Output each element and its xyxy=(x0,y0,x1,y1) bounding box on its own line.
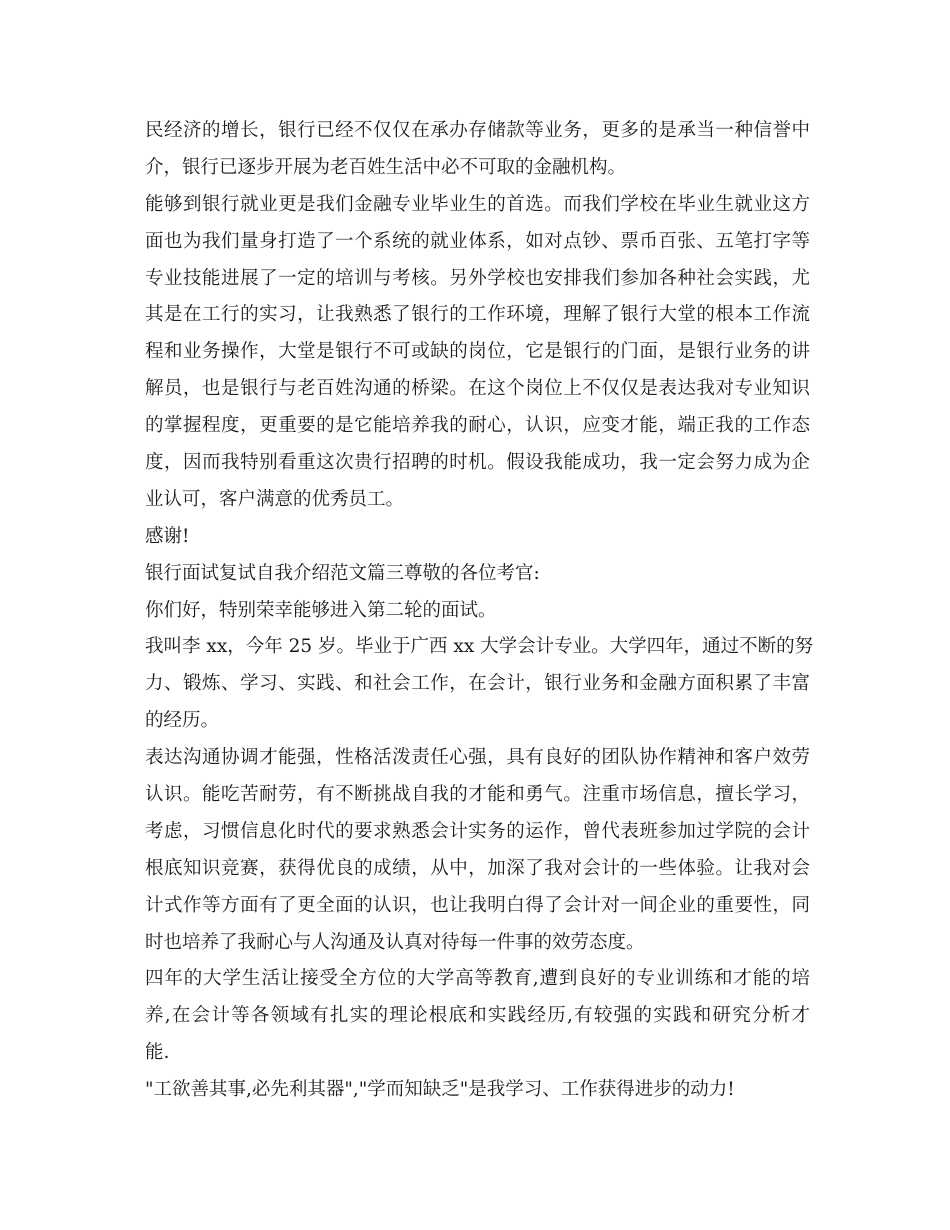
paragraph xyxy=(145,187,810,519)
text-line: 的掌握程度，更重要的是它能培养我的耐心，认识，应变才能，端正我的工作态 xyxy=(145,415,810,437)
text-line: 面也为我们量身打造了一个系统的就业体系，如对点钞、票币百张、五笔打字等 xyxy=(145,230,810,252)
paragraph xyxy=(145,593,810,630)
text-line: 能够到银行就业更是我们金融专业毕业生的首选。而我们学校在毕业生就业这方 xyxy=(145,193,810,215)
text-line: 程和业务操作，大堂是银行不可或缺的岗位，它是银行的门面，是银行业务的讲 xyxy=(145,341,810,363)
text-line: 根底知识竞赛，获得优良的成绩，从中，加深了我对会计的一些体验。让我对会 xyxy=(145,857,810,879)
paragraph xyxy=(145,740,810,961)
text-line: 解员，也是银行与老百姓沟通的桥梁。在这个岗位上不仅仅是表达我对专业知识 xyxy=(145,378,810,400)
text-line: 业认可，客户满意的优秀员工。 xyxy=(145,488,405,510)
text-line: 的经历。 xyxy=(145,710,220,732)
text-line: 你们好，特别荣幸能够进入第二轮的面试。 xyxy=(145,599,497,621)
paragraph xyxy=(145,629,814,740)
text-line: 我叫李 xx，今年 25 岁。毕业于广西 xx 大学会计专业。大学四年，通过不断的努 xyxy=(145,636,814,658)
text-line: 养,在会计等各领域有扎实的理论根底和实践经历,有较强的实践和研究分析才 xyxy=(145,1005,810,1027)
text-line: 认识。能吃苦耐劳，有不断挑战自我的才能和勇气。注重市场信息，擅长学习， xyxy=(145,784,810,806)
text-line: 时也培养了我耐心与人沟通及认真对待每一件事的效劳态度。 xyxy=(145,931,645,953)
text-line: 考虑，习惯信息化时代的要求熟悉会计实务的运作，曾代表班参加过学院的会计 xyxy=(145,820,810,842)
text-line: 介，银行已逐步开展为老百姓生活中必不可取的金融机构。 xyxy=(145,156,627,178)
text-line: "工欲善其事,必先利其器","学而知缺乏"是我学习、工作获得进步的动力! xyxy=(145,1079,735,1101)
text-line: 度，因而我特别看重这次贵行招聘的时机。假设我能成功，我一定会努力成为企 xyxy=(145,452,810,474)
text-line: 专业技能进展了一定的培训与考核。另外学校也安排我们参加各种社会实践，尤 xyxy=(145,267,810,289)
text-line: 民经济的增长，银行已经不仅仅在承办存储款等业务，更多的是承当一种信誉中 xyxy=(145,120,810,141)
paragraph xyxy=(145,113,810,187)
text-line: 力、锻炼、学习、实践、和社会工作，在会计，银行业务和金融方面积累了丰富 xyxy=(145,673,810,695)
text-line: 四年的大学生活让接受全方位的大学高等教育,遭到良好的专业训练和才能的培 xyxy=(145,968,810,990)
paragraph xyxy=(145,961,810,1072)
paragraph xyxy=(145,519,810,556)
paragraph xyxy=(145,556,810,593)
paragraph xyxy=(145,1072,810,1109)
text-line: 计式作等方面有了更全面的认识，也让我明白得了会计对一间企业的重要性，同 xyxy=(145,894,810,916)
text-line: 其是在工行的实习，让我熟悉了银行的工作环境，理解了银行大堂的根本工作流 xyxy=(145,304,810,326)
text-line: 银行面试复试自我介绍范文篇三尊敬的各位考官: xyxy=(145,562,540,584)
text-line: 表达沟通协调才能强，性格活泼责任心强，具有良好的团队协作精神和客户效劳 xyxy=(145,747,810,769)
text-line: 感谢! xyxy=(145,525,190,547)
text-line: 能. xyxy=(145,1042,170,1064)
document-body xyxy=(145,113,814,1109)
